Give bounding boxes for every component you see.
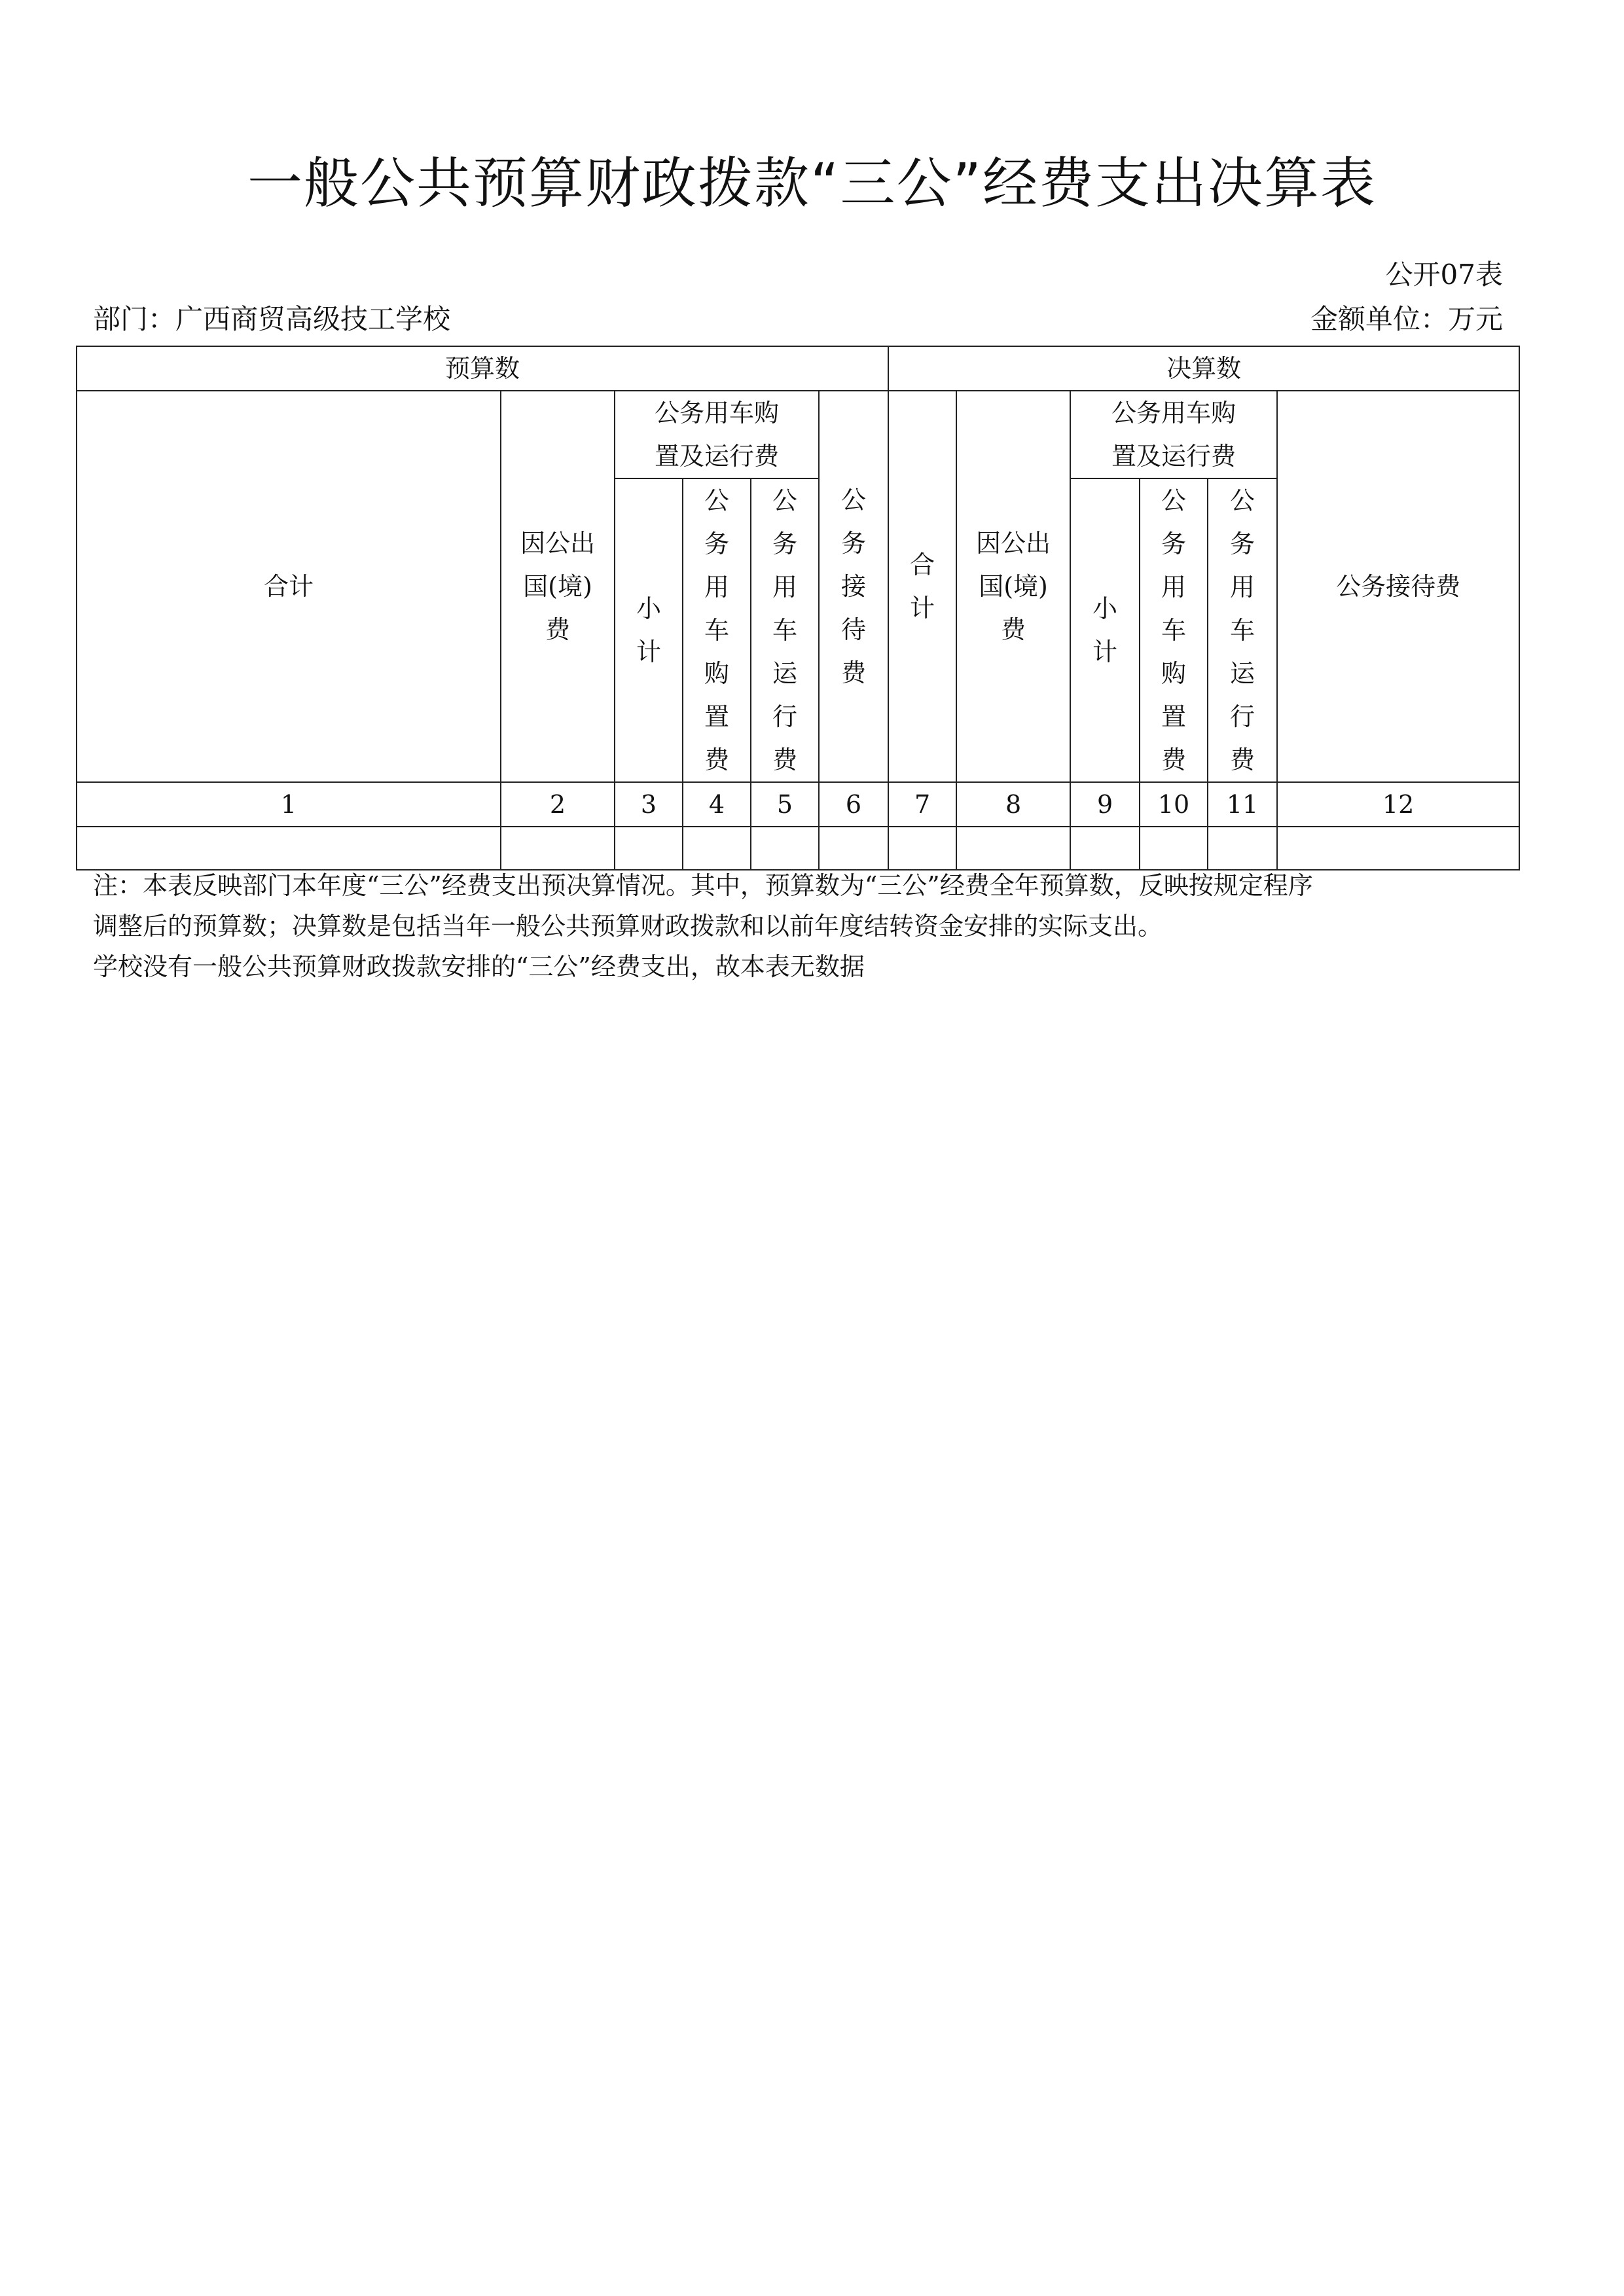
data-cell [501, 827, 615, 870]
group-final-header: 决算数 [888, 346, 1519, 391]
unit-label: 金额单位：万元 [1310, 303, 1503, 335]
budget-total-header: 合计 [77, 391, 501, 782]
column-number: 1 [77, 782, 501, 827]
data-cell [888, 827, 956, 870]
table-row [77, 827, 1519, 870]
budget-subtotal-header: 小计 [615, 478, 683, 782]
column-number: 3 [615, 782, 683, 827]
page-title: 一般公共预算财政拨款“三公”经费支出决算表 [247, 151, 1377, 215]
column-number: 6 [819, 782, 888, 827]
column-number: 12 [1277, 782, 1519, 827]
column-number: 8 [956, 782, 1070, 827]
budget-abroad-header: 因公出国(境)费 [501, 391, 615, 782]
form-number: 公开07表 [1385, 259, 1503, 291]
final-car-group-header: 公务用车购置及运行费 [1070, 391, 1277, 478]
final-total-header: 合计 [888, 391, 956, 782]
notes [93, 865, 1520, 987]
budget-car-operation-header: 公务用车运行费 [751, 478, 819, 782]
column-number: 10 [1140, 782, 1208, 827]
column-number: 5 [751, 782, 819, 827]
column-number: 11 [1208, 782, 1277, 827]
final-car-operation-header: 公务用车运行费 [1208, 478, 1277, 782]
note-line: 注：本表反映部门本年度“三公”经费支出预决算情况。其中，预算数为“三公”经费全年预算数，反映按规定程序 [93, 871, 1313, 900]
data-cell [1070, 827, 1140, 870]
data-cell [956, 827, 1070, 870]
column-number: 9 [1070, 782, 1140, 827]
data-cell [1208, 827, 1277, 870]
budget-reception-header: 公务接待费 [819, 391, 888, 782]
final-subtotal-header: 小计 [1070, 478, 1140, 782]
final-abroad-header: 因公出国(境)费 [956, 391, 1070, 782]
column-number: 2 [501, 782, 615, 827]
data-cell [819, 827, 888, 870]
data-cell [1277, 827, 1519, 870]
data-cell [751, 827, 819, 870]
note-line: 调整后的预算数；决算数是包括当年一般公共预算财政拨款和以前年度结转资金安排的实际支出。 [93, 912, 1163, 941]
budget-car-group-header: 公务用车购置及运行费 [615, 391, 819, 478]
data-cell [1140, 827, 1208, 870]
column-number-row [77, 782, 1519, 827]
note-line: 学校没有一般公共预算财政拨款安排的“三公”经费支出，故本表无数据 [93, 952, 865, 981]
data-cell [77, 827, 501, 870]
column-number: 7 [888, 782, 956, 827]
final-car-purchase-header: 公务用车购置费 [1140, 478, 1208, 782]
data-cell [683, 827, 751, 870]
group-budget-header: 预算数 [77, 346, 888, 391]
expenditure-table [76, 346, 1520, 870]
header-info-row [93, 301, 1503, 338]
data-cell [615, 827, 683, 870]
group-header-row [77, 346, 1519, 391]
column-number: 4 [683, 782, 751, 827]
final-reception-header: 公务接待费 [1277, 391, 1519, 782]
header-row-1 [77, 391, 1519, 478]
department-label: 部门：广西商贸高级技工学校 [93, 303, 451, 335]
budget-car-purchase-header: 公务用车购置费 [683, 478, 751, 782]
